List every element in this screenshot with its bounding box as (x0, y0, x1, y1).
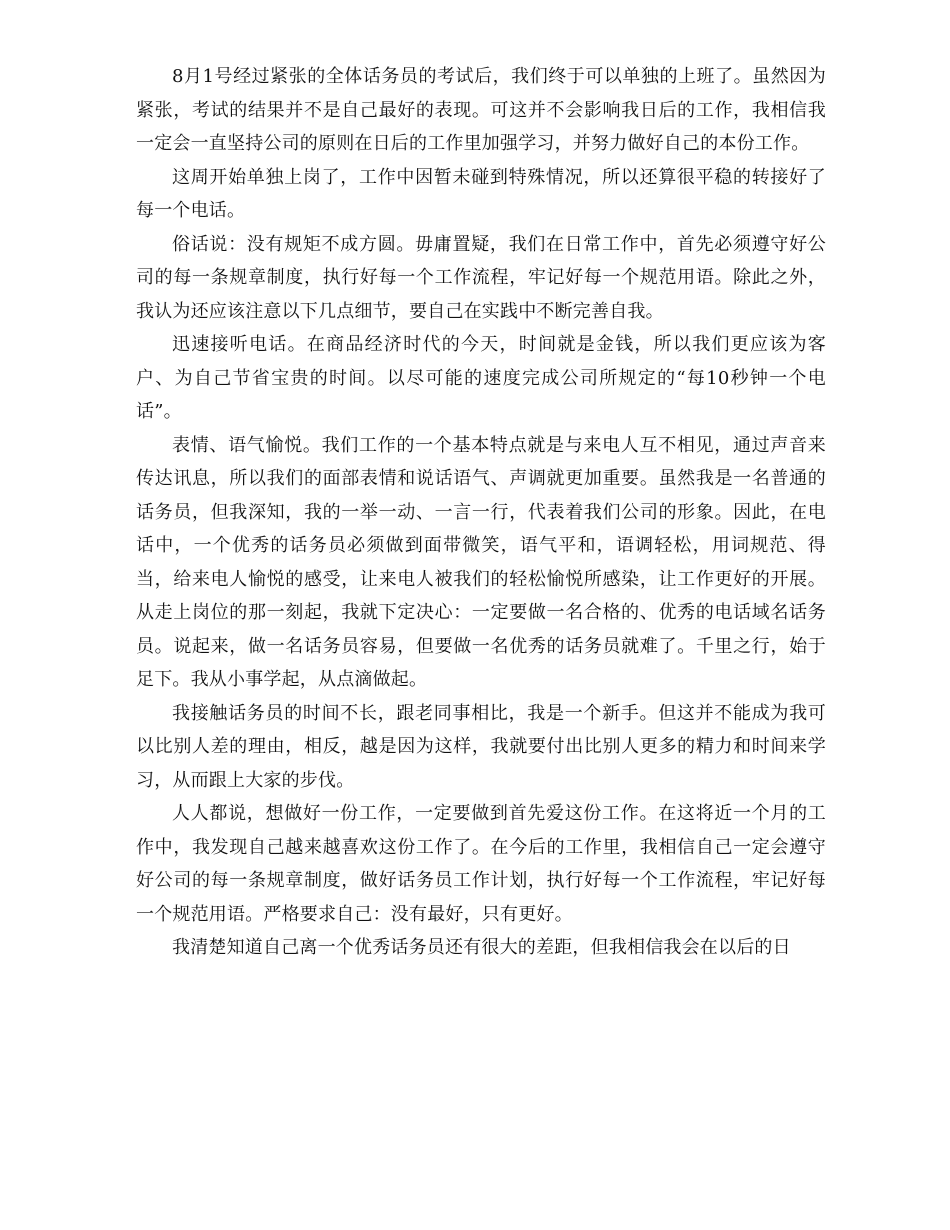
document-body (136, 60, 826, 965)
paragraph-exam: 8月1号经过紧张的全体话务员的考试后，我们终于可以单独的上班了。虽然因为紧张，考试的结果并不是自己最好的表现。可这并不会影响我日后的工作，我相信我一定会一直坚持公司的原则在日后的工作里加强学习，并努力做好自己的本份工作。 (136, 66, 826, 154)
paragraph-love-work: 人人都说，想做好一份工作，一定要做到首先爱这份工作。在这将近一个月的工作中，我发现自己越来越喜欢这份工作了。在今后的工作里，我相信自己一定会遵守好公司的每一条规章制度，做好话务员工作计划，执行好每一个工作流程，牢记好每一个规范用语。严格要求自己：没有最好，只有更好。 (136, 803, 826, 925)
paragraph-pleasant-tone: 表情、语气愉悦。我们工作的一个基本特点就是与来电人互不相见，通过声音来传达讯息，所以我们的面部表情和说话语气、声调就更加重要。虽然我是一名普通的话务员，但我深知，我的一举一动、一言一行，代表着我们公司的形象。因此，在电话中，一个优秀的话务员必须做到面带微笑，语气平和，语调轻松，用词规范、得当，给来电人愉悦的感受，让来电人被我们的轻松愉悦所感染，让工作更好的开展。从走上岗位的那一刻起，我就下定决心：一定要做一名合格的、优秀的电话域名话务员。说起来，做一名话务员容易，但要做一名优秀的话务员就难了。千里之行，始于足下。我从小事学起，从点滴做起。 (136, 434, 826, 690)
paragraph-first-week: 这周开始单独上岗了，工作中因暂未碰到特殊情况，所以还算很平稳的转接好了每一个电话。 (136, 166, 826, 221)
paragraph-closing: 我清楚知道自己离一个优秀话务员还有很大的差距，但我相信我会在以后的日 (172, 937, 791, 958)
paragraph-newcomer: 我接触话务员的时间不长，跟老同事相比，我是一个新手。但这并不能成为我可以比别人差的理由，相反，越是因为这样，我就要付出比别人更多的精力和时间来学习，从而跟上大家的步伐。 (136, 702, 826, 791)
paragraph-rules: 俗话说：没有规矩不成方圆。毋庸置疑，我们在日常工作中，首先必须遵守好公司的每一条规章制度，执行好每一个工作流程，牢记好每一个规范用语。除此之外，我认为还应该注意以下几点细节，要自己在实践中不断完善自我。 (136, 233, 826, 322)
paragraph-answer-quickly: 迅速接听电话。在商品经济时代的今天，时间就是金钱，所以我们更应该为客户、为自己节省宝贵的时间。以尽可能的速度完成公司所规定的“每10秒钟一个电话”。 (136, 334, 826, 422)
